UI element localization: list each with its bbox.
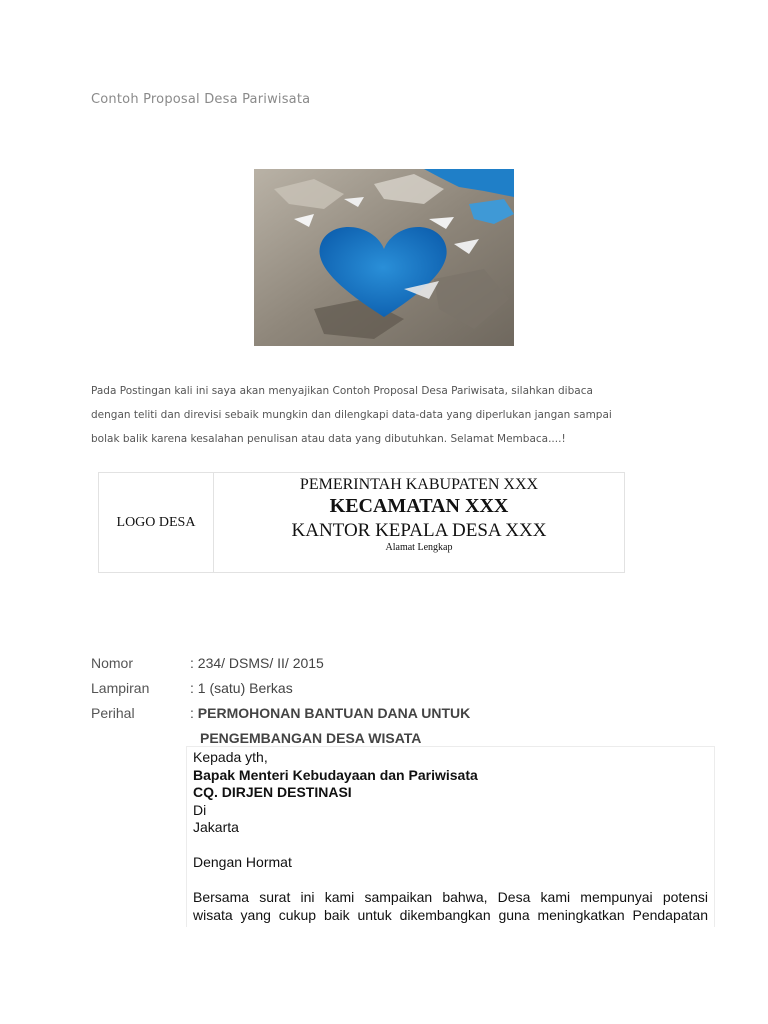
meta-lampiran-label: Lampiran xyxy=(91,680,150,696)
letterhead-office: KANTOR KEPALA DESA XXX xyxy=(291,520,547,541)
letter-city: Jakarta xyxy=(193,819,239,835)
letter-body-line: wisata yang cukup baik untuk dikembangkan guna meningkatkan Pendapatan xyxy=(193,906,708,923)
page-title: Contoh Proposal Desa Pariwisata xyxy=(91,92,311,107)
meta-perihal-subject-1: PERMOHONAN BANTUAN DANA UNTUK xyxy=(197,705,471,721)
letterhead-address: Alamat Lengkap xyxy=(385,542,453,553)
letter-body-box xyxy=(186,746,715,927)
letter-spacer xyxy=(193,872,708,890)
letter-cq: CQ. DIRJEN DESTINASI xyxy=(193,784,352,800)
letter-salutation: Kepada yth, xyxy=(193,749,268,765)
letter-greeting: Dengan Hormat xyxy=(193,854,292,870)
letterhead-district: KECAMATAN XXX xyxy=(329,495,509,517)
letterhead-regency: PEMERINTAH KABUPATEN XXX xyxy=(299,476,539,493)
letter-spacer xyxy=(193,837,708,855)
letterhead-table xyxy=(98,472,625,573)
letter-di: Di xyxy=(193,801,207,818)
meta-perihal-label: Perihal xyxy=(91,705,135,721)
letter-recipient: Bapak Menteri Kebudayaan dan Pariwisata xyxy=(193,766,478,783)
intro-line: bolak balik karena kesalahan penulisan atau data yang dibutuhkan. Selamat Membaca....! xyxy=(91,433,566,445)
meta-perihal-subject-2: PENGEMBANGAN DESA WISATA xyxy=(200,730,422,746)
letter-body-line: Bersama surat ini kami sampaikan bahwa, Desa kami mempunyai potensi xyxy=(193,889,708,905)
meta-nomor-value: : 234/ DSMS/ II/ 2015 xyxy=(190,655,324,671)
letterhead-logo-cell: LOGO DESA xyxy=(99,473,214,572)
heart-lake-photo xyxy=(254,169,514,346)
meta-nomor-label: Nomor xyxy=(91,655,134,671)
meta-perihal-value xyxy=(190,705,470,721)
meta-perihal-colon: : xyxy=(190,705,198,721)
letterhead-text-cell xyxy=(214,473,624,572)
intro-paragraph xyxy=(91,379,691,451)
intro-line: dengan teliti dan direvisi sebaik mungkin dan dilengkapi data-data yang diperlukan jangan sampai xyxy=(91,409,612,421)
intro-line: Pada Postingan kali ini saya akan menyajikan Contoh Proposal Desa Pariwisata, silahkan dibaca xyxy=(91,385,593,397)
meta-lampiran-value: : 1 (satu) Berkas xyxy=(190,680,293,696)
